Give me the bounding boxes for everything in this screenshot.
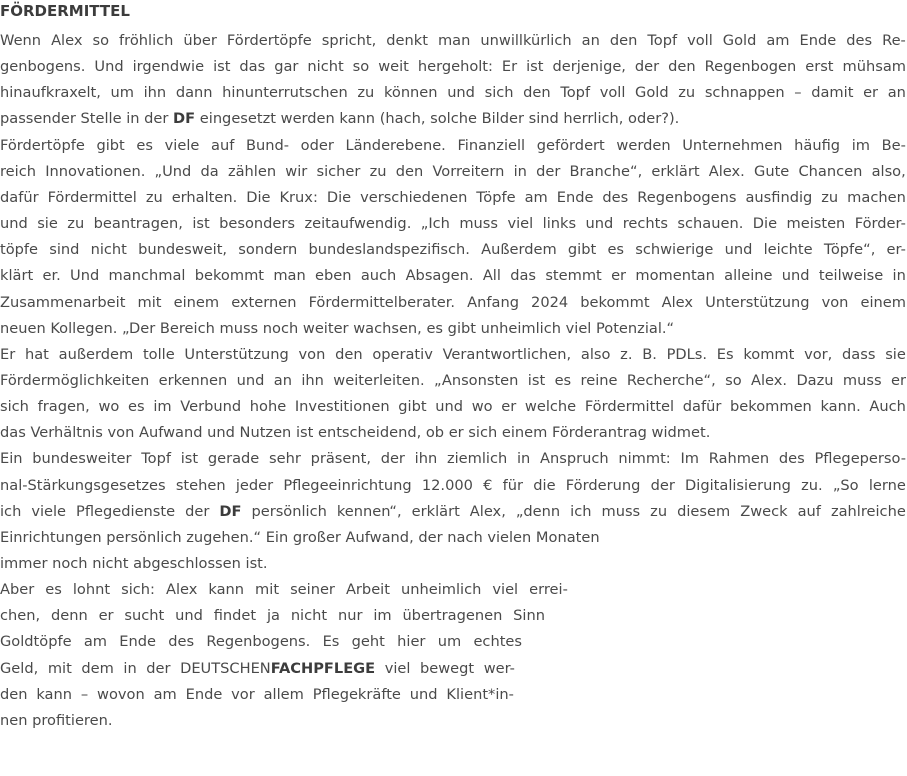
text-line: nen profitieren. [0, 711, 113, 729]
text-line: nal-Stärkungsgesetzes stehen jeder Pflegeeinrichtung 12.000 € für die Förderung der Digitalisierung zu. „So lerne [0, 476, 906, 494]
text-line: sich fragen, wo es im Verbund hohe Investitionen gibt und wo er welche Fördermittel dafür bekommen kann. Auch [0, 398, 906, 416]
text-line: Ein bundesweiter Topf ist gerade sehr präsent, der ihn ziemlich in Anspruch nimmt: Im Rahmen des Pflegeperso- [0, 450, 906, 468]
text-line: Fördertöpfe gibt es viele auf Bund- oder Länderebene. Finanziell gefördert werden Unternehmen häufig im Be- [0, 136, 906, 154]
text-line: genbogens. Und irgendwie ist das gar nicht so weit hergeholt: Er ist derjenige, der den Regenbogen erst mühsam [0, 58, 906, 76]
text-line: hinaufkraxelt, um ihn dann hinunterrutschen zu können und sich den Topf voll Gold zu schnappen – damit er an [0, 84, 906, 102]
section-heading: FÖRDERMITTEL [0, 2, 130, 20]
text-line: Zusammenarbeit mit einem externen Fördermittelberater. Anfang 2024 bekommt Alex Unterstützung von einem [0, 293, 906, 311]
text-line: den kann – wovon am Ende vor allem Pflegekräfte und Klient*in- [0, 685, 514, 703]
text-line: reich Innovationen. „Und da zählen wir sicher zu den Vorreitern in der Branche“, erklärt Alex. Gute Chancen also, [0, 162, 906, 180]
text-line: neuen Kollegen. „Der Bereich muss noch weiter wachsen, es gibt unheimlich viel Potenzial.“ [0, 319, 675, 337]
text-line: Fördermöglichkeiten erkennen und an ihn weiterleiten. „Ansonsten ist es reine Recherche“, so Alex. Dazu muss er [0, 371, 906, 389]
text-line: Einrichtungen persönlich zugehen.“ Ein großer Aufwand, der nach vielen Monaten [0, 528, 600, 546]
text-line: passender Stelle in der DF eingesetzt werden kann (hach, solche Bilder sind herrlich, oder?). [0, 110, 680, 128]
text-line: und sie zu beantragen, ist besonders zeitaufwendig. „Ich muss viel links und rechts schauen. Die meisten Förder- [0, 215, 906, 233]
text-line: dafür Fördermittel zu erhalten. Die Krux: Die verschiedenen Töpfe am Ende des Regenbogens ausfindig zu machen [0, 188, 906, 206]
text-line: Wenn Alex so fröhlich über Fördertöpfe spricht, denkt man unwillkürlich an den Topf voll Gold am Ende des Re- [0, 32, 906, 49]
text-line: Aber es lohnt sich: Alex kann mit seiner Arbeit unheimlich viel errei- [0, 581, 568, 599]
text-line: das Verhältnis von Aufwand und Nutzen ist entscheidend, ob er sich einem Förderantrag widmet. [0, 424, 711, 442]
text-line: Geld, mit dem in der DEUTSCHENFACHPFLEGE viel bewegt wer- [0, 659, 515, 677]
text-line: Er hat außerdem tolle Unterstützung von den operativ Verantwortlichen, also z. B. PDLs. Es kommt vor, dass sie [0, 345, 906, 363]
text-line: ich viele Pflegedienste der DF persönlich kennen“, erklärt Alex, „denn ich muss zu diesem Zweck auf zahlreiche [0, 502, 906, 520]
text-line: töpfe sind nicht bundesweit, sondern bundeslandspezifisch. Außerdem gibt es schwierige und leichte Töpfe“, er- [0, 241, 906, 259]
text-line: Goldtöpfe am Ende des Regenbogens. Es geht hier um echtes [0, 633, 522, 651]
text-line: immer noch nicht abgeschlossen ist. [0, 555, 268, 572]
text-line: klärt er. Und manchmal bekommt man eben auch Absagen. All das stemmt er momentan alleine und teilweise in [0, 267, 906, 285]
text-line: chen, denn er sucht und findet ja nicht nur im übertragenen Sinn [0, 607, 545, 625]
